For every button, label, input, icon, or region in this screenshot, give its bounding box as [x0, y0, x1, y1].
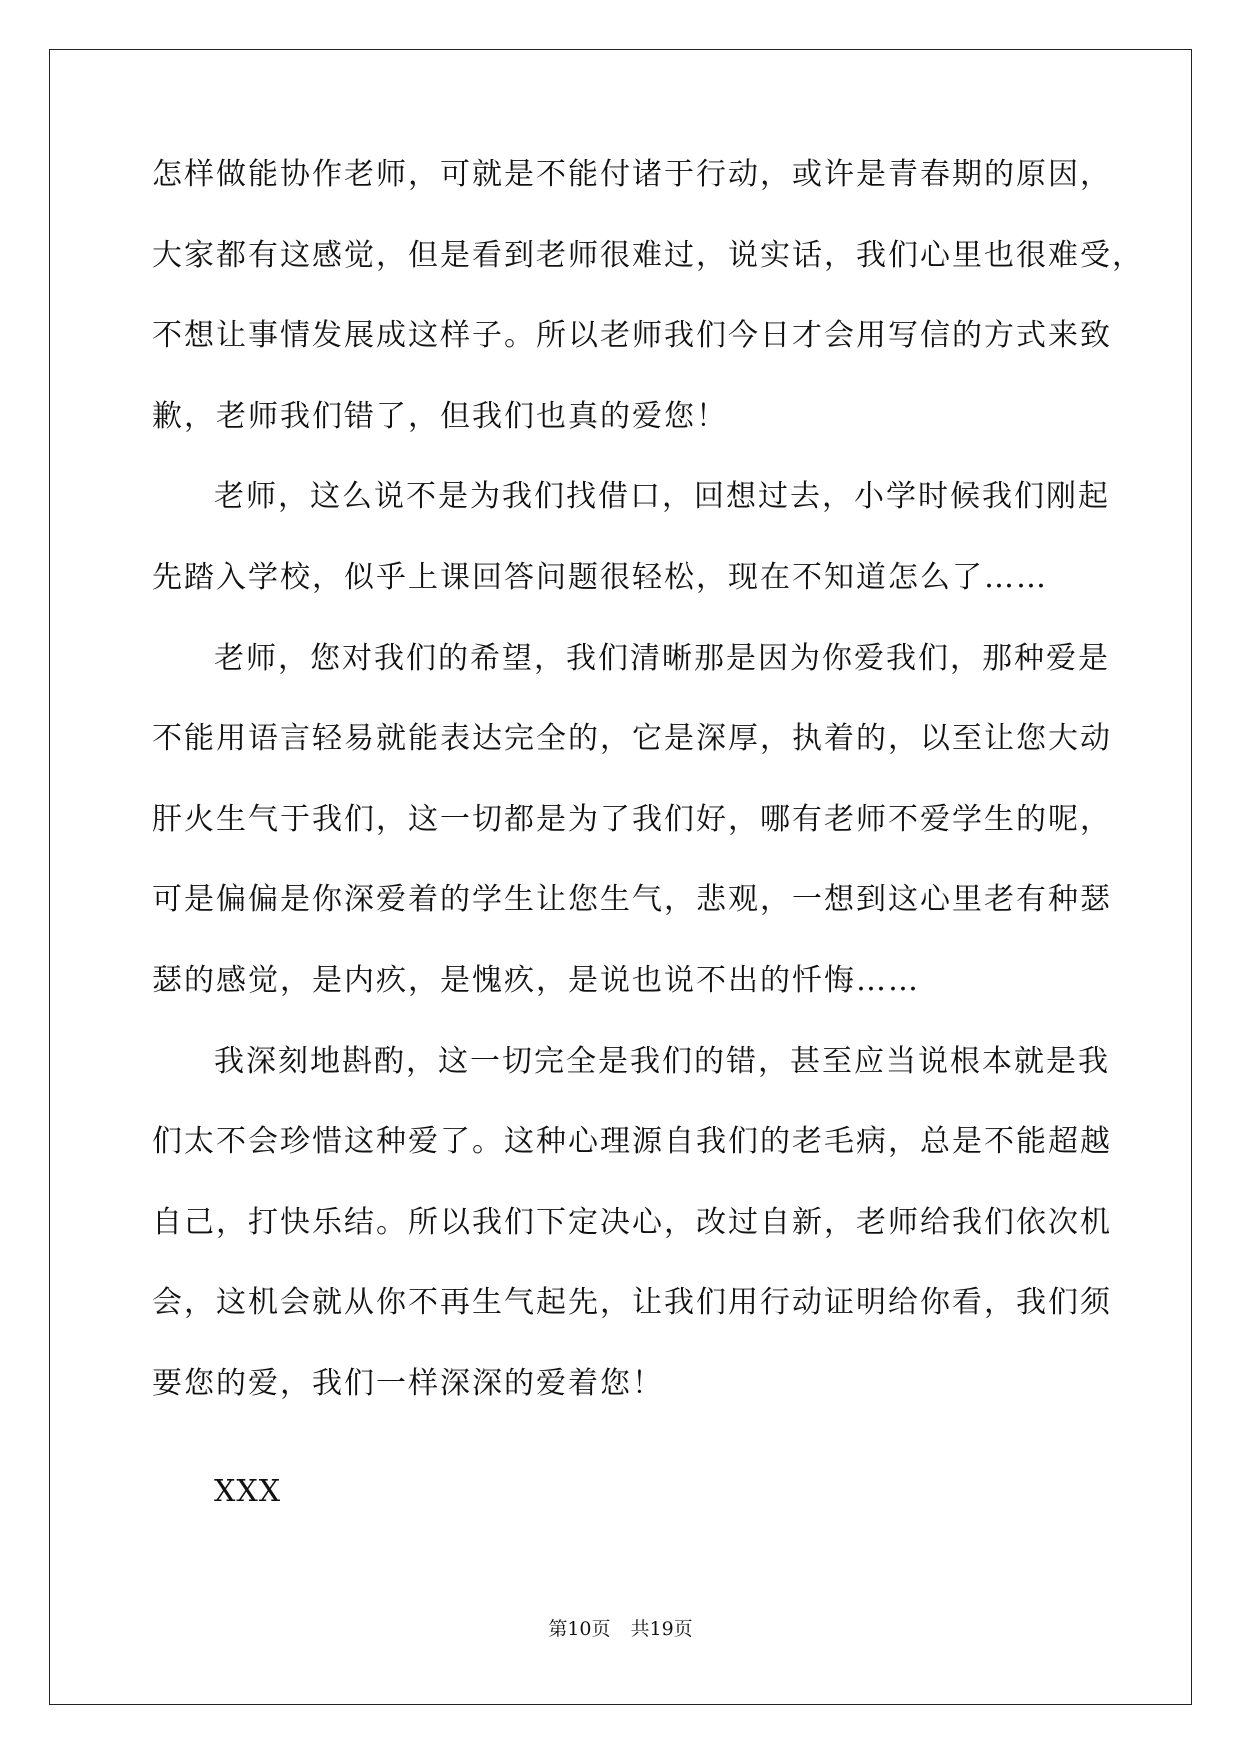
text-line-4: 歉，老师我们错了，但我们也真的爱您！ [152, 398, 728, 434]
text-line-3: 不想让事情发展成这样子。所以老师我们今日才会用写信的方式来致 [152, 318, 1112, 354]
text-line-8: 不能用语言轻易就能表达完全的，它是深厚，执着的，以至让您大动 [152, 721, 1112, 757]
text-line-7: 老师，您对我们的希望，我们清晰那是因为你爱我们，那种爱是 [214, 640, 1110, 676]
text-line-9: 肝火生气于我们，这一切都是为了我们好，哪有老师不爱学生的呢， [152, 801, 1112, 837]
page-footer [0, 1618, 1241, 1640]
letter-body [152, 157, 1144, 1450]
text-line-15: 会，这机会就从你不再生气起先，让我们用行动证明给你看，我们须 [152, 1285, 1112, 1321]
text-line-14: 自己，打快乐结。所以我们下定决心，改过自新，老师给我们依次机 [152, 1204, 1112, 1240]
page-total: 共19页 [630, 1618, 693, 1640]
text-line-6: 先踏入学校，似乎上课回答问题很轻松，现在不知道怎么了…… [152, 559, 1048, 595]
text-line-16: 要您的爱，我们一样深深的爱着您！ [152, 1365, 664, 1401]
text-line-12: 我深刻地斟酌，这一切完全是我们的错，甚至应当说根本就是我 [214, 1043, 1110, 1079]
text-line-13: 们太不会珍惜这种爱了。这种心理源自我们的老毛病，总是不能超越 [152, 1124, 1112, 1160]
text-line-10: 可是偏偏是你深爱着的学生让您生气，悲观，一想到这心里老有种瑟 [152, 882, 1112, 918]
text-line-5: 老师，这么说不是为我们找借口，回想过去，小学时候我们刚起 [214, 479, 1110, 515]
signature: XXX [214, 1474, 282, 1509]
page-number: 第10页 [548, 1618, 611, 1640]
text-line-11: 瑟的感觉，是内疚，是愧疚，是说也说不出的忏悔…… [152, 962, 920, 998]
text-line-1: 怎样做能协作老师，可就是不能付诸于行动，或许是青春期的原因， [152, 157, 1112, 192]
text-line-2: 大家都有这感觉，但是看到老师很难过，说实话，我们心里也很难受， [152, 237, 1144, 273]
